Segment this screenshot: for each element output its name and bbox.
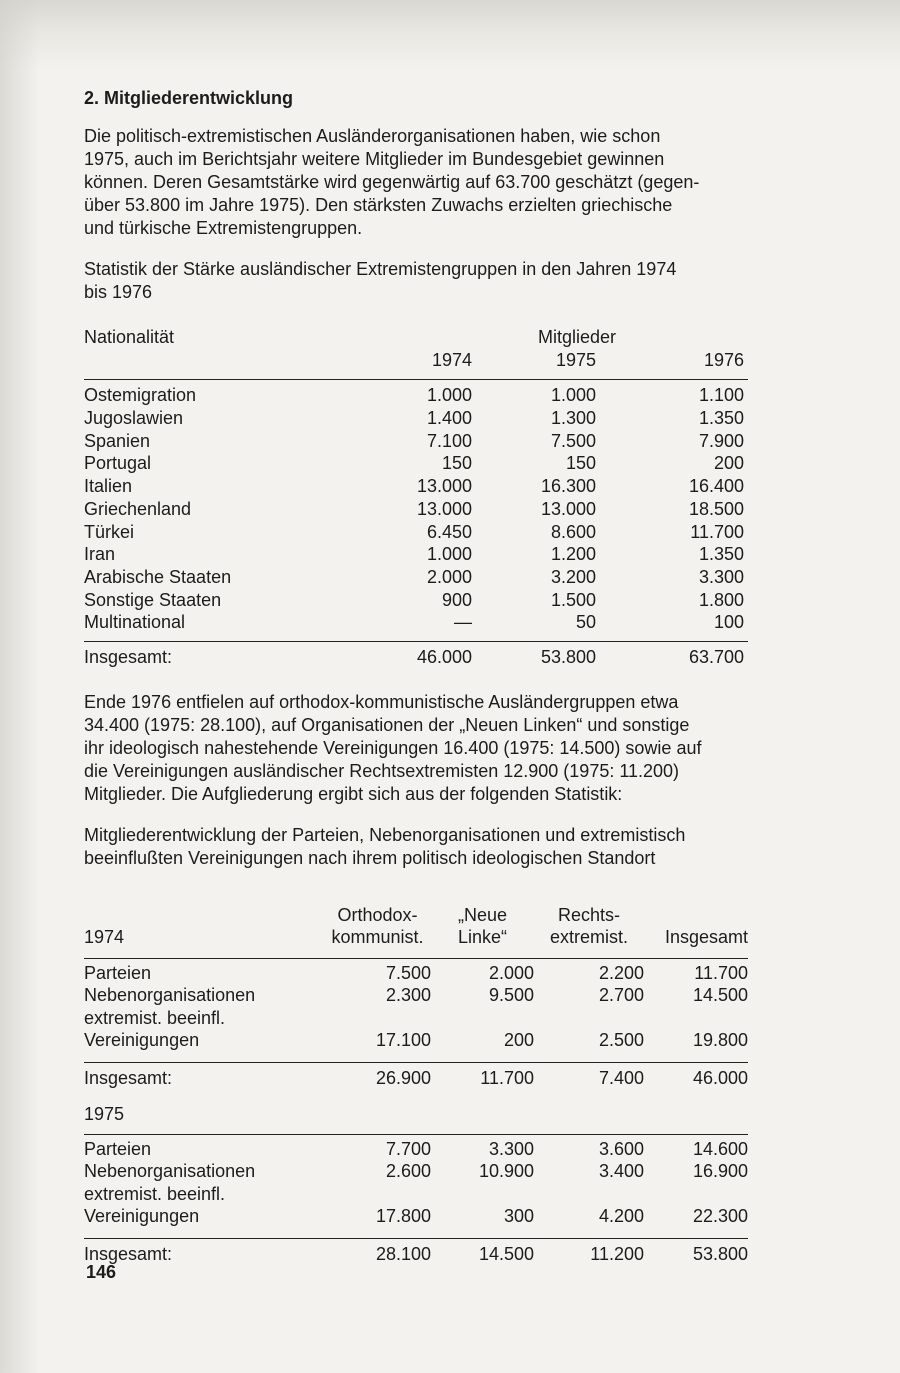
col-header: Linke“ xyxy=(457,927,508,948)
table2-total-rule xyxy=(84,1062,748,1063)
cell xyxy=(354,1183,431,1206)
cell: 1.400 xyxy=(426,408,472,429)
section-title: 2. Mitgliederentwicklung xyxy=(84,88,294,108)
row-label: Nebenorganisationen xyxy=(84,1161,256,1182)
row-label: Parteien xyxy=(84,1138,152,1159)
table-row xyxy=(84,521,748,544)
table1-body xyxy=(84,384,748,634)
table-row xyxy=(84,407,748,430)
table2-rule xyxy=(84,1134,748,1135)
cell: 28.100 xyxy=(375,1243,431,1264)
row-label: Türkei xyxy=(84,521,135,542)
table2-total-row xyxy=(84,1067,748,1090)
row-label: Sonstige Staaten xyxy=(84,589,222,610)
cell: 26.900 xyxy=(375,1067,431,1088)
cell: 2.300 xyxy=(385,985,431,1006)
cell: 1.000 xyxy=(550,385,596,406)
table2-total-row xyxy=(84,1243,748,1266)
cell: 17.800 xyxy=(375,1206,431,1227)
cell: 3.300 xyxy=(698,566,744,587)
cell xyxy=(534,1183,644,1206)
cell xyxy=(431,1183,534,1206)
table2-header-bottom xyxy=(84,926,748,949)
table2-header-top xyxy=(84,904,748,927)
table1-header-row xyxy=(84,326,748,349)
row-label: Parteien xyxy=(84,962,152,983)
table-row xyxy=(84,430,748,453)
cell: 3.200 xyxy=(550,566,596,587)
col-header: „Neue xyxy=(457,904,508,925)
table-row xyxy=(84,611,748,634)
cell: 4.200 xyxy=(598,1206,644,1227)
cell: 2.500 xyxy=(598,1030,644,1051)
row-label: Portugal xyxy=(84,453,152,474)
col-header: Orthodox- xyxy=(337,904,418,925)
nationality-col-label: Nationalität xyxy=(84,327,175,347)
row-label: Iran xyxy=(84,544,116,565)
table2-block-1974 xyxy=(84,962,748,1052)
row-label: extremist. beeinfl. xyxy=(84,1007,226,1028)
cell: 1.000 xyxy=(426,544,472,565)
cell: 22.300 xyxy=(692,1206,748,1227)
cell: 13.000 xyxy=(540,498,596,519)
cell: 13.000 xyxy=(416,498,472,519)
block-year: 1974 xyxy=(84,927,125,948)
table-row xyxy=(84,1183,748,1206)
table1-rule xyxy=(84,379,748,380)
cell: 16.400 xyxy=(688,476,744,497)
cell: 7.500 xyxy=(385,962,431,983)
intro-paragraph xyxy=(84,125,748,240)
cell: 16.900 xyxy=(692,1161,748,1182)
col-header: extremist. xyxy=(549,927,628,948)
table-row xyxy=(84,589,748,612)
cell: 8.600 xyxy=(550,521,596,542)
caption-line: beeinflußten Vereinigungen nach ihrem politisch ideologischen Standort xyxy=(84,847,656,868)
cell: 300 xyxy=(503,1206,534,1227)
cell: 17.100 xyxy=(375,1030,431,1051)
intro-line: über 53.800 im Jahre 1975). Den stärksten Zuwachs erzielten griechische xyxy=(84,195,673,215)
year-header: 1974 xyxy=(431,349,472,370)
cell: 3.600 xyxy=(598,1138,644,1159)
cell: 2.600 xyxy=(385,1161,431,1182)
body-line: Ende 1976 entfielen auf orthodox-kommunistische Ausländergruppen etwa xyxy=(84,691,679,712)
document-page xyxy=(84,88,748,1265)
cell: 14.600 xyxy=(692,1138,748,1159)
cell xyxy=(534,1007,644,1030)
cell: 46.000 xyxy=(416,646,472,667)
cell: 7.500 xyxy=(550,430,596,451)
table-row xyxy=(84,498,748,521)
row-label: Griechenland xyxy=(84,498,192,519)
cell: 10.900 xyxy=(478,1161,534,1182)
cell: 1.300 xyxy=(550,408,596,429)
row-label: Spanien xyxy=(84,430,151,451)
cell xyxy=(354,1007,431,1030)
cell: 14.500 xyxy=(692,985,748,1006)
table2-caption xyxy=(84,824,748,870)
cell: 63.700 xyxy=(688,646,744,667)
members-group-label: Mitglieder xyxy=(537,327,617,347)
cell: 7.400 xyxy=(598,1067,644,1088)
cell: 11.700 xyxy=(480,1067,534,1088)
year-header: 1976 xyxy=(703,349,744,370)
table-row xyxy=(84,1160,748,1183)
intro-line: und türkische Extremistengruppen. xyxy=(84,218,363,238)
col-header xyxy=(644,904,748,927)
intro-line: Die politisch-extremistischen Ausländerorganisationen haben, wie schon xyxy=(84,126,661,146)
table1-caption xyxy=(84,258,748,304)
cell: 2.200 xyxy=(598,962,644,983)
row-label: Ostemigration xyxy=(84,385,197,406)
table1-total-row xyxy=(84,646,748,669)
cell: 7.100 xyxy=(426,430,472,451)
cell: 50 xyxy=(575,612,596,633)
block-year: 1975 xyxy=(84,1104,125,1125)
cell: 7.900 xyxy=(698,430,744,451)
cell: 1.200 xyxy=(550,544,596,565)
cell: 1.100 xyxy=(698,385,744,406)
cell: 11.200 xyxy=(590,1243,644,1264)
table-row xyxy=(84,1205,748,1228)
body-line: Mitglieder. Die Aufgliederung ergibt sich aus der folgenden Statistik: xyxy=(84,783,623,804)
middle-paragraph xyxy=(84,691,748,806)
table-row xyxy=(84,1029,748,1052)
table-row xyxy=(84,962,748,985)
body-line: 34.400 (1975: 28.100), auf Organisationen der „Neuen Linken“ und sonstige xyxy=(84,714,690,735)
cell: 900 xyxy=(441,589,472,610)
cell: 3.300 xyxy=(488,1138,534,1159)
table2-total-rule xyxy=(84,1238,748,1239)
cell xyxy=(644,1007,748,1030)
table-row xyxy=(84,1138,748,1161)
caption-line: Mitgliederentwicklung der Parteien, Nebenorganisationen und extremistisch xyxy=(84,824,686,845)
table-row xyxy=(84,384,748,407)
cell: 11.700 xyxy=(690,521,744,542)
cell: 18.500 xyxy=(688,498,744,519)
cell: 1.500 xyxy=(550,589,596,610)
cell: 1.800 xyxy=(698,589,744,610)
cell: 13.000 xyxy=(416,476,472,497)
page-number: 146 xyxy=(86,1262,117,1282)
cell: 7.700 xyxy=(385,1138,431,1159)
members-by-orientation-table xyxy=(84,904,748,1266)
table-row xyxy=(84,1007,748,1030)
col-header: Rechts- xyxy=(557,904,620,925)
total-label: Insgesamt: xyxy=(84,1243,173,1264)
table2-year-row xyxy=(84,1103,748,1126)
table-row xyxy=(84,543,748,566)
total-label: Insgesamt: xyxy=(84,1067,173,1088)
cell: 1.350 xyxy=(698,408,744,429)
table2-rule xyxy=(84,958,748,959)
cell: 2.700 xyxy=(598,985,644,1006)
row-label: Multinational xyxy=(84,612,186,633)
cell: 200 xyxy=(713,453,744,474)
col-header: Insgesamt xyxy=(664,927,748,948)
cell: 16.300 xyxy=(540,476,596,497)
intro-line: 1975, auch im Berichtsjahr weitere Mitglieder im Bundesgebiet gewinnen xyxy=(84,149,665,169)
table1-total-rule xyxy=(84,641,748,642)
cell: 6.450 xyxy=(426,521,472,542)
cell: 19.800 xyxy=(692,1030,748,1051)
cell: 9.500 xyxy=(488,985,534,1006)
table2-block-1975 xyxy=(84,1138,748,1228)
cell: — xyxy=(454,612,472,633)
cell: 2.000 xyxy=(426,566,472,587)
cell xyxy=(431,1007,534,1030)
total-label: Insgesamt: xyxy=(84,646,173,667)
row-label: Vereinigungen xyxy=(84,1030,200,1051)
cell xyxy=(644,1183,748,1206)
cell: 100 xyxy=(713,612,744,633)
cell: 2.000 xyxy=(488,962,534,983)
row-label: extremist. beeinfl. xyxy=(84,1183,226,1204)
body-line: ihr ideologisch nahestehende Vereinigungen 16.400 (1975: 14.500) sowie auf xyxy=(84,737,702,758)
cell: 1.000 xyxy=(426,385,472,406)
cell: 3.400 xyxy=(598,1161,644,1182)
body-line: die Vereinigungen ausländischer Rechtsextremisten 12.900 (1975: 11.200) xyxy=(84,760,680,781)
row-label: Vereinigungen xyxy=(84,1206,200,1227)
row-label: Arabische Staaten xyxy=(84,566,232,587)
scan-edge-left xyxy=(0,0,40,1373)
table-row xyxy=(84,566,748,589)
row-label: Nebenorganisationen xyxy=(84,985,256,1006)
caption-line: bis 1976 xyxy=(84,282,153,302)
scan-edge-top xyxy=(0,0,900,70)
cell: 150 xyxy=(441,453,472,474)
cell: 11.700 xyxy=(694,962,748,983)
cell: 53.800 xyxy=(540,646,596,667)
table1-year-row xyxy=(84,349,748,372)
table-row xyxy=(84,984,748,1007)
intro-line: können. Deren Gesamtstärke wird gegenwärtig auf 63.700 geschätzt (gegen- xyxy=(84,172,700,192)
table-row xyxy=(84,452,748,475)
col-header: kommunist. xyxy=(331,927,424,948)
cell: 1.350 xyxy=(698,544,744,565)
cell: 53.800 xyxy=(692,1243,748,1264)
cell: 46.000 xyxy=(692,1067,748,1088)
year-header: 1975 xyxy=(555,349,596,370)
row-label: Jugoslawien xyxy=(84,408,184,429)
cell: 14.500 xyxy=(478,1243,534,1264)
row-label: Italien xyxy=(84,476,133,497)
caption-line: Statistik der Stärke ausländischer Extremistengruppen in den Jahren 1974 xyxy=(84,259,677,279)
members-by-nationality-table xyxy=(84,326,748,669)
table-row xyxy=(84,475,748,498)
cell: 150 xyxy=(565,453,596,474)
cell: 200 xyxy=(503,1030,534,1051)
